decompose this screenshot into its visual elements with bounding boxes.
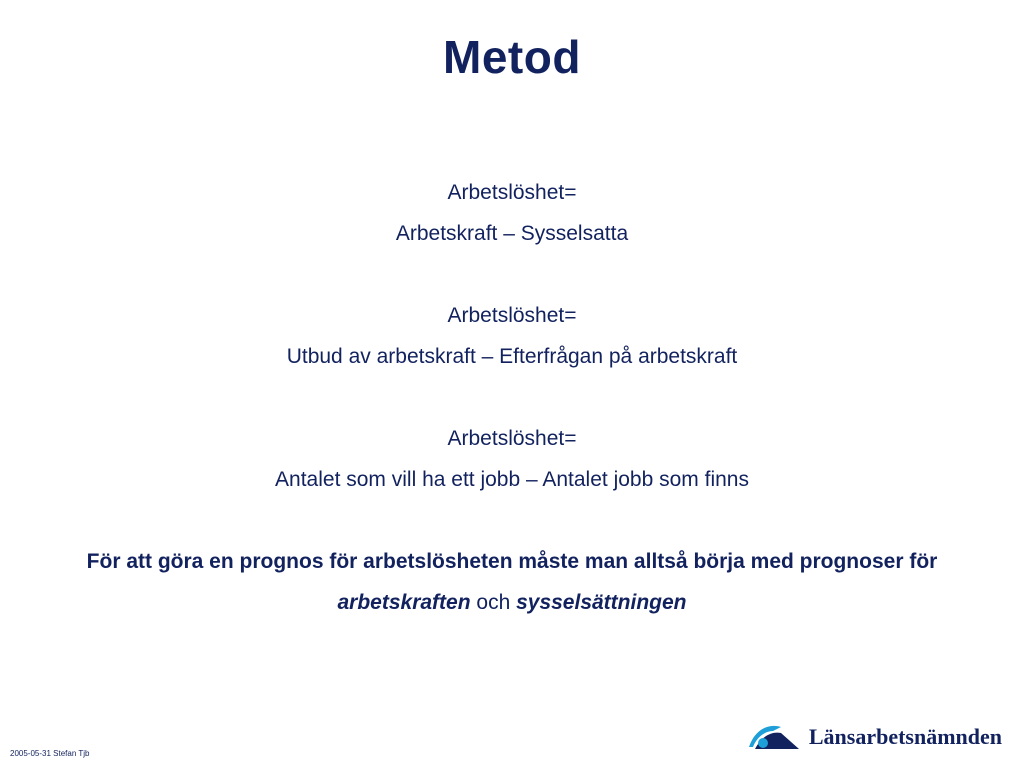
equation-2-rhs: Utbud av arbetskraft – Efterfrågan på arbetskraft [286,345,738,368]
logo-text: Länsarbetsnämnden [808,724,1002,749]
lansarbetsnamnden-logo-icon [747,723,801,751]
conclusion-connector: och [476,591,511,614]
slide-title: Metod [443,31,581,83]
conclusion-line-1: För att göra en prognos för arbetslösheten måste man alltså börja med prognoser för [86,550,938,573]
equation-3-rhs: Antalet som vill ha ett jobb – Antalet jobb som finns [275,468,749,491]
equation-1-lhs: Arbetslöshet= [447,181,577,204]
spacer [0,254,1024,295]
organization-logo [747,722,1002,752]
equation-3-lhs: Arbetslöshet= [447,427,577,450]
conclusion-term-arbetskraften: arbetskraften [337,591,471,614]
footer-date-author: 2005-05-31 Stefan Tjb [10,749,90,758]
spacer [0,377,1024,418]
equation-2-lhs: Arbetslöshet= [447,304,577,327]
conclusion-line-2 [0,582,1024,623]
equation-1-rhs: Arbetskraft – Sysselsatta [395,222,629,245]
slide-body [0,172,1024,623]
spacer [0,500,1024,541]
conclusion-term-sysselsattningen: sysselsättningen [516,591,687,614]
